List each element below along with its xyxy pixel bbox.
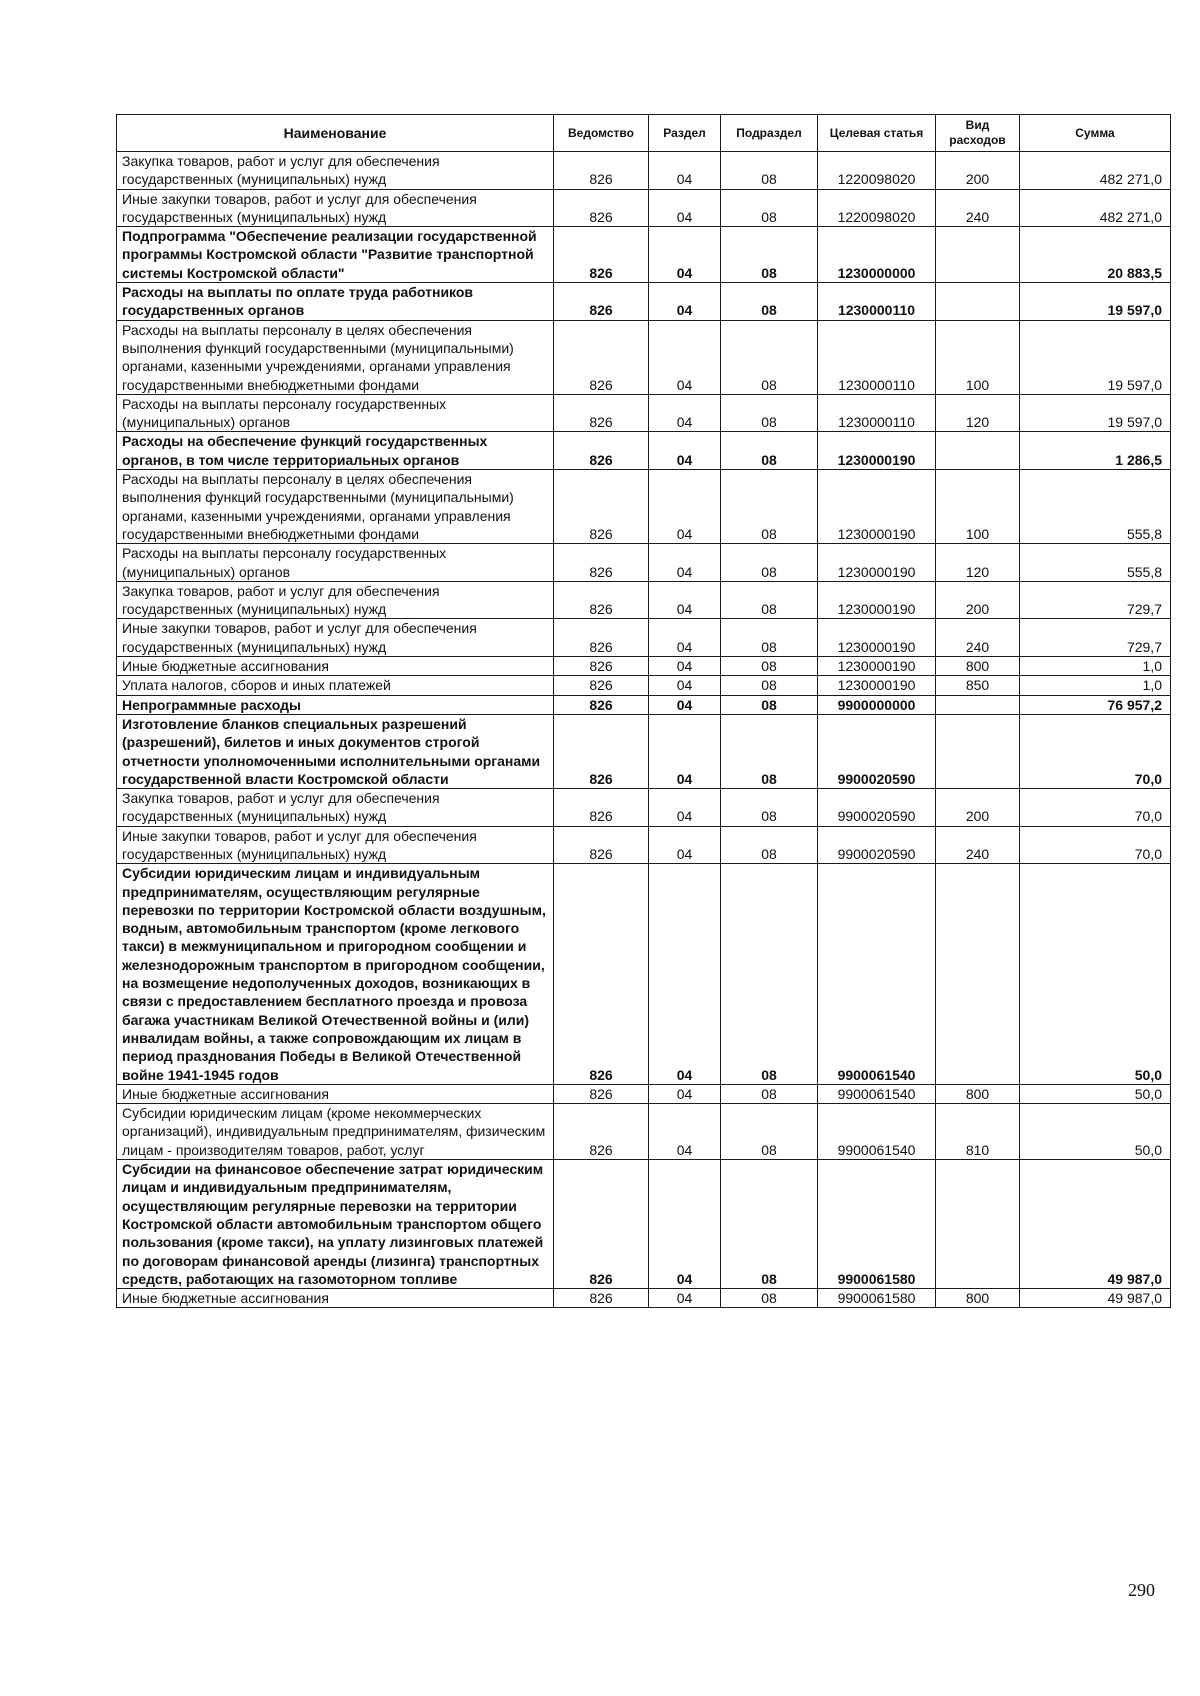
cell-expense-type: 120: [936, 394, 1020, 432]
cell-department: 826: [554, 544, 649, 582]
cell-amount: 729,7: [1020, 619, 1171, 657]
cell-name: Расходы на выплаты персоналу государственных (муниципальных) органов: [117, 544, 554, 582]
cell-expense-type: 200: [936, 152, 1020, 190]
cell-department: 826: [554, 320, 649, 394]
header-target-article: Целевая статья: [818, 115, 936, 152]
table-row: [117, 789, 1171, 827]
cell-expense-type: 120: [936, 544, 1020, 582]
cell-department: 826: [554, 789, 649, 827]
cell-department: 826: [554, 227, 649, 283]
cell-name: Расходы на выплаты персоналу государственных (муниципальных) органов: [117, 394, 554, 432]
cell-target-article: 1220098020: [818, 189, 936, 227]
cell-department: 826: [554, 676, 649, 695]
cell-name: Расходы на обеспечение функций государственных органов, в том числе территориальных органов: [117, 432, 554, 470]
cell-expense-type: 100: [936, 320, 1020, 394]
cell-department: 826: [554, 189, 649, 227]
cell-amount: 76 957,2: [1020, 695, 1171, 714]
cell-expense-type: 850: [936, 676, 1020, 695]
cell-department: 826: [554, 1104, 649, 1160]
cell-expense-type: 800: [936, 657, 1020, 676]
table-row: [117, 864, 1171, 1085]
cell-target-article: 9900020590: [818, 789, 936, 827]
table-row: [117, 227, 1171, 283]
cell-department: 826: [554, 394, 649, 432]
cell-section: 04: [649, 619, 721, 657]
cell-target-article: 1230000110: [818, 394, 936, 432]
cell-subsection: 08: [721, 1104, 818, 1160]
table-row: [117, 189, 1171, 227]
cell-section: 04: [649, 283, 721, 321]
cell-department: 826: [554, 470, 649, 544]
cell-name: Непрограммные расходы: [117, 695, 554, 714]
cell-target-article: 1230000190: [818, 657, 936, 676]
cell-amount: 50,0: [1020, 1084, 1171, 1103]
table-body: [117, 152, 1171, 1308]
table-row: [117, 619, 1171, 657]
cell-subsection: 08: [721, 1084, 818, 1103]
table-header-row: [117, 115, 1171, 152]
cell-name: Закупка товаров, работ и услуг для обеспечения государственных (муниципальных) нужд: [117, 789, 554, 827]
table-row: [117, 714, 1171, 788]
table-row: [117, 1084, 1171, 1103]
cell-amount: 49 987,0: [1020, 1160, 1171, 1289]
cell-department: 826: [554, 695, 649, 714]
table-row: [117, 470, 1171, 544]
cell-amount: 19 597,0: [1020, 394, 1171, 432]
cell-expense-type: 240: [936, 189, 1020, 227]
cell-subsection: 08: [721, 581, 818, 619]
table-row: [117, 152, 1171, 190]
cell-target-article: 1230000190: [818, 581, 936, 619]
cell-subsection: 08: [721, 470, 818, 544]
cell-department: 826: [554, 1084, 649, 1103]
cell-section: 04: [649, 189, 721, 227]
cell-amount: 1 286,5: [1020, 432, 1171, 470]
cell-department: 826: [554, 619, 649, 657]
header-name: Наименование: [117, 115, 554, 152]
cell-amount: 19 597,0: [1020, 320, 1171, 394]
cell-section: 04: [649, 864, 721, 1085]
cell-target-article: 9900061580: [818, 1289, 936, 1308]
cell-amount: 729,7: [1020, 581, 1171, 619]
cell-department: 826: [554, 581, 649, 619]
cell-name: Субсидии на финансовое обеспечение затрат юридическим лицам и индивидуальным предпринимателям, осуществляющим регулярные перевозки на территории Костромской области автомобильным транспортом общего пользования (кроме такси), на уплату лизинговых платежей по договорам финансовой аренды (лизинга) транспортных средств, работающих на газомоторном топливе: [117, 1160, 554, 1289]
cell-target-article: 9900020590: [818, 826, 936, 864]
cell-subsection: 08: [721, 320, 818, 394]
cell-subsection: 08: [721, 789, 818, 827]
cell-department: 826: [554, 864, 649, 1085]
cell-name: Иные бюджетные ассигнования: [117, 1084, 554, 1103]
table-row: [117, 1160, 1171, 1289]
cell-target-article: 9900000000: [818, 695, 936, 714]
cell-target-article: 9900061540: [818, 1104, 936, 1160]
cell-expense-type: 100: [936, 470, 1020, 544]
cell-department: 826: [554, 432, 649, 470]
cell-amount: 482 271,0: [1020, 152, 1171, 190]
table-row: [117, 432, 1171, 470]
cell-section: 04: [649, 581, 721, 619]
cell-expense-type: 240: [936, 619, 1020, 657]
cell-department: 826: [554, 283, 649, 321]
cell-expense-type: [936, 432, 1020, 470]
cell-subsection: 08: [721, 394, 818, 432]
cell-expense-type: 810: [936, 1104, 1020, 1160]
cell-name: Субсидии юридическим лицам (кроме некоммерческих организаций), индивидуальным предпринимателям, физическим лицам - производителям товаров, работ, услуг: [117, 1104, 554, 1160]
cell-subsection: 08: [721, 152, 818, 190]
cell-amount: 555,8: [1020, 544, 1171, 582]
table-row: [117, 1104, 1171, 1160]
cell-section: 04: [649, 544, 721, 582]
table-row: [117, 657, 1171, 676]
cell-section: 04: [649, 227, 721, 283]
cell-subsection: 08: [721, 227, 818, 283]
cell-name: Закупка товаров, работ и услуг для обеспечения государственных (муниципальных) нужд: [117, 152, 554, 190]
cell-amount: 70,0: [1020, 714, 1171, 788]
cell-expense-type: [936, 227, 1020, 283]
cell-expense-type: [936, 1160, 1020, 1289]
cell-subsection: 08: [721, 189, 818, 227]
cell-subsection: 08: [721, 544, 818, 582]
cell-subsection: 08: [721, 1160, 818, 1289]
cell-section: 04: [649, 826, 721, 864]
cell-expense-type: 200: [936, 789, 1020, 827]
cell-subsection: 08: [721, 283, 818, 321]
cell-section: 04: [649, 432, 721, 470]
budget-table: [116, 114, 1171, 1308]
cell-section: 04: [649, 657, 721, 676]
cell-department: 826: [554, 714, 649, 788]
cell-name: Изготовление бланков специальных разрешений (разрешений), билетов и иных документов строгой отчетности уполномоченными исполнительными органами государственной власти Костромской области: [117, 714, 554, 788]
cell-section: 04: [649, 676, 721, 695]
cell-expense-type: 800: [936, 1289, 1020, 1308]
cell-target-article: 1230000190: [818, 432, 936, 470]
cell-name: Иные бюджетные ассигнования: [117, 657, 554, 676]
cell-name: Уплата налогов, сборов и иных платежей: [117, 676, 554, 695]
cell-target-article: 1230000190: [818, 619, 936, 657]
header-section: Раздел: [649, 115, 721, 152]
cell-section: 04: [649, 320, 721, 394]
cell-name: Закупка товаров, работ и услуг для обеспечения государственных (муниципальных) нужд: [117, 581, 554, 619]
cell-amount: 19 597,0: [1020, 283, 1171, 321]
cell-department: 826: [554, 826, 649, 864]
cell-amount: 50,0: [1020, 864, 1171, 1085]
cell-expense-type: 240: [936, 826, 1020, 864]
cell-name: Расходы на выплаты по оплате труда работников государственных органов: [117, 283, 554, 321]
cell-name: Расходы на выплаты персоналу в целях обеспечения выполнения функций государственными (муниципальными) органами, казенными учреждениями, органами управления государственными внебюджетными фондами: [117, 320, 554, 394]
cell-subsection: 08: [721, 676, 818, 695]
cell-amount: 1,0: [1020, 657, 1171, 676]
cell-target-article: 1230000000: [818, 227, 936, 283]
cell-section: 04: [649, 1104, 721, 1160]
cell-expense-type: 800: [936, 1084, 1020, 1103]
cell-expense-type: [936, 714, 1020, 788]
cell-section: 04: [649, 394, 721, 432]
cell-target-article: 9900061540: [818, 1084, 936, 1103]
page-number: 290: [1128, 1580, 1155, 1600]
cell-section: 04: [649, 1084, 721, 1103]
cell-subsection: 08: [721, 657, 818, 676]
cell-amount: 20 883,5: [1020, 227, 1171, 283]
cell-expense-type: [936, 695, 1020, 714]
cell-department: 826: [554, 1289, 649, 1308]
table-row: [117, 320, 1171, 394]
cell-target-article: 1230000190: [818, 676, 936, 695]
cell-target-article: 1230000110: [818, 320, 936, 394]
cell-target-article: 1230000190: [818, 470, 936, 544]
cell-amount: 49 987,0: [1020, 1289, 1171, 1308]
cell-department: 826: [554, 657, 649, 676]
cell-target-article: 1230000190: [818, 544, 936, 582]
cell-section: 04: [649, 1160, 721, 1289]
cell-expense-type: [936, 864, 1020, 1085]
cell-subsection: 08: [721, 714, 818, 788]
cell-amount: 555,8: [1020, 470, 1171, 544]
cell-department: 826: [554, 1160, 649, 1289]
cell-section: 04: [649, 695, 721, 714]
cell-section: 04: [649, 1289, 721, 1308]
table-row: [117, 394, 1171, 432]
cell-subsection: 08: [721, 1289, 818, 1308]
cell-subsection: 08: [721, 826, 818, 864]
header-department: Ведомство: [554, 115, 649, 152]
cell-section: 04: [649, 789, 721, 827]
cell-name: Субсидии юридическим лицам и индивидуальным предпринимателям, осуществляющим регулярные перевозки по территории Костромской области воздушным, водным, автомобильным транспортом (кроме легкового такси) в межмуниципальном и пригородном сообщении и железнодорожным транспортом в пригородном сообщении, на возмещение недополученных доходов, возникающих в связи с предоставлением бесплатного проезда и провоза багажа участникам Великой Отечественной войны и (или) инвалидам войны, а также сопровождающим их лицам в период празднования Победы в Великой Отечественной войне 1941-1945 годов: [117, 864, 554, 1085]
cell-name: Иные закупки товаров, работ и услуг для обеспечения государственных (муниципальных) нужд: [117, 619, 554, 657]
cell-target-article: 9900061580: [818, 1160, 936, 1289]
cell-target-article: 9900020590: [818, 714, 936, 788]
cell-subsection: 08: [721, 695, 818, 714]
cell-amount: 70,0: [1020, 826, 1171, 864]
cell-name: Расходы на выплаты персоналу в целях обеспечения выполнения функций государственными (муниципальными) органами, казенными учреждениями, органами управления государственными внебюджетными фондами: [117, 470, 554, 544]
cell-amount: 482 271,0: [1020, 189, 1171, 227]
table-row: [117, 1289, 1171, 1308]
table-row: [117, 544, 1171, 582]
cell-expense-type: 200: [936, 581, 1020, 619]
cell-name: Иные закупки товаров, работ и услуг для обеспечения государственных (муниципальных) нужд: [117, 189, 554, 227]
cell-name: Подпрограмма "Обеспечение реализации государственной программы Костромской области "Развитие транспортной системы Костромской области": [117, 227, 554, 283]
cell-subsection: 08: [721, 864, 818, 1085]
cell-name: Иные бюджетные ассигнования: [117, 1289, 554, 1308]
table-row: [117, 283, 1171, 321]
header-subsection: Подраздел: [721, 115, 818, 152]
header-expense-type: Вид расходов: [936, 115, 1020, 152]
cell-target-article: 1220098020: [818, 152, 936, 190]
cell-subsection: 08: [721, 619, 818, 657]
header-amount: Сумма: [1020, 115, 1171, 152]
table-row: [117, 581, 1171, 619]
cell-expense-type: [936, 283, 1020, 321]
cell-target-article: 9900061540: [818, 864, 936, 1085]
cell-subsection: 08: [721, 432, 818, 470]
cell-section: 04: [649, 470, 721, 544]
table-row: [117, 695, 1171, 714]
cell-section: 04: [649, 714, 721, 788]
cell-department: 826: [554, 152, 649, 190]
cell-amount: 50,0: [1020, 1104, 1171, 1160]
cell-section: 04: [649, 152, 721, 190]
cell-name: Иные закупки товаров, работ и услуг для обеспечения государственных (муниципальных) нужд: [117, 826, 554, 864]
table-row: [117, 826, 1171, 864]
cell-amount: 1,0: [1020, 676, 1171, 695]
table-row: [117, 676, 1171, 695]
cell-target-article: 1230000110: [818, 283, 936, 321]
cell-amount: 70,0: [1020, 789, 1171, 827]
